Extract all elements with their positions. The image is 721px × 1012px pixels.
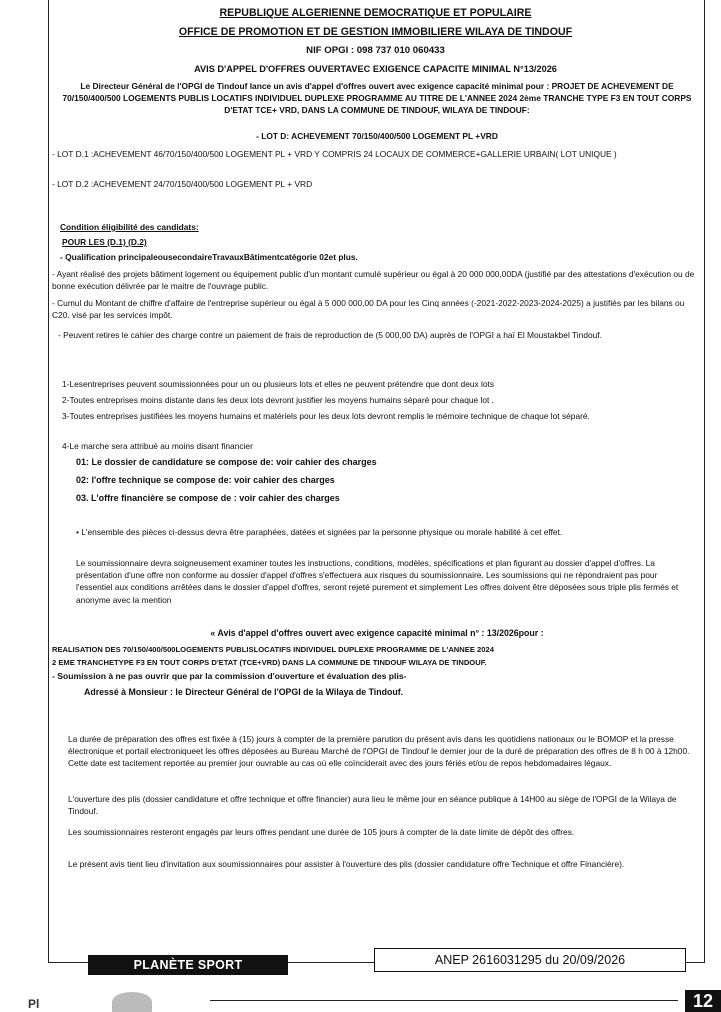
lot-d2: - LOT D.2 :ACHEVEMENT 24/70/150/400/500 LOGEMENT PL + VRD [52, 179, 313, 189]
paragraph-instructions: Le soumissionnaire devra soigneusement examiner toutes les instructions, conditions, modèles, spécifications et plan figurant au dossier d'appel d'offres. La présentation d'une offre non conforme au dossier d'appel d'offres s'effectuera aux risques du soumissionnaire. Les soumissions qui ne répondraient pas pour l'essentiel aux conditions arrêtées dans le dossier d'appel d'offres, seront rejeté purement et simplement Les offres doivent être déposées sous triple plis fermés et anonyme avec la mention [76, 558, 679, 605]
rule-3: 3-Toutes entreprises justifiées les moyens humains et matériels pour les deux lots devront remplis le mémoire technique de chaque lot séparé. [62, 411, 590, 421]
lot-d1: - LOT D.1 :ACHEVEMENT 46/70/150/400/500 LOGEMENT PL + VRD Y COMPRIS 24 LOCAUX DE COMMERCE+GALLERIE URBAIN( LOT UNIQUE ) [52, 149, 617, 159]
condition-title: Condition éligibilité des candidats: [60, 222, 199, 232]
final-duration: La durée de préparation des offres est fixée à (15) jours à compter de la première parution du présent avis dans les quotidiens nationaux ou le BOMOP et la presse électronique et portail electroniqueet les offres déposées au Bureau Marché de l'OPGI de Tindouf le dernier jour de la duré de préparation des offres de 8 h 00 à 12h00. Cette date est tacitement reportée au premier jour ouvrable au cas où elle coïnciderait avec des jours fériés et/ou de repos hebdomadaires légaux. [68, 734, 690, 769]
dossier-3: 03. L'offre financière se compose de : voir cahier des charges [76, 493, 340, 503]
condition-3: - Peuvent retires le cahier des charge contre un paiement de frais de reproduction de (5 000,00 DA) auprès de l'OPGI a haï El Moustakbel Tindouf. [58, 330, 602, 340]
bottom-rule [210, 1000, 678, 1001]
lot-d: - LOT D: ACHEVEMENT 70/150/400/500 LOGEMENT PL +VRD [256, 131, 498, 141]
pour-les: POUR LES (D.1) (D.2) [62, 237, 147, 247]
rule-2: 2-Toutes entreprises moins distante dans les deux lots devront justifier les moyens humains séparé pour chaque lot . [62, 395, 495, 405]
condition-2: - Cumul du Montant de chiffre d'affaire de l'entreprise supérieur ou égal à 5 000 000,00 DA pour les Cinq années (-2021-2022-2023-2024-2025) a justifiés par les bilans ou C20. visé par les services impôt. [52, 298, 685, 321]
rule-1: 1-Lesentreprises peuvent soumissionnées pour un ou plusieurs lots et elles ne peuvent prétendre que dont deux lots [62, 379, 495, 389]
final-engagement: Les soumissionnaires resteront engagés par leurs offres pendant une durée de 105 jours à compter de la date limite de dépôt des offres. [68, 827, 575, 837]
dossier-1: 01: Le dossier de candidature se compose de: voir cahier des charges [76, 457, 377, 467]
header-office: OFFICE DE PROMOTION ET DE GESTION IMMOBILIERE WILAYA DE TINDOUF [178, 26, 573, 38]
header-nif: NIF OPGI : 098 737 010 060433 [306, 45, 445, 56]
final-invitation: Le présent avis tient lieu d'invitation aux soumissionnaires pour assister à l'ouverture des plis (dossier candidature offre Technique et offre Financière). [68, 859, 625, 869]
mention-line-3: 2 EME TRANCHETYPE F3 EN TOUT CORPS D'ETAT (TCE+VRD) DANS LA COMMUNE DE TINDOUF WILAYA DE TINDOUF. [52, 658, 487, 667]
avis-title: AVIS D'APPEL D'OFFRES OUVERTAVEC EXIGENCE CAPACITE MINIMAL N°13/2026 [194, 64, 557, 74]
condition-1: - Ayant réalisé des projets bâtiment logement ou équipement public d'un montant cumulé supérieur ou égal à 20 000 000,00DA (justifié par des attestations d'exécution ou de bonne exécution délivrée par le maitre de l'ouvrage public. [52, 269, 695, 292]
paragraph-signature: • L'ensemble des pièces ci-dessus devra être paraphées, datées et signées par la personne physique ou morale habilité à cet effet. [76, 527, 563, 537]
logo-mark-icon [112, 992, 152, 1012]
newspaper-logo: Pl [28, 997, 40, 1011]
anep-reference: ANEP 2616031295 du 20/09/2026 [374, 948, 686, 972]
address-line: Adressé à Monsieur : le Directeur Général de l'OPGI de la Wilaya de Tindouf. [84, 687, 404, 697]
intro-paragraph: Le Directeur Général de l'OPGI de Tindouf lance un avis d'appel d'offres ouvert avec exigence capacité minimal pour : PROJET DE ACHEVEMENT DE 70/150/400/500 LOGEMENTS PUBLIS LOCATIFS INDIVIDUEL DUPLEXE PROGRAMME AU TITRE DE L'ANNEE 2024 2ème TRANCHE TYPE F3 EN TOUT CORPS D'ETAT TCE+ VRD, DANS LA COMMUNE DE TINDOUF, WILAYA DE TINDOUF: [62, 81, 692, 116]
page-number: 12 [685, 990, 721, 1012]
section-label: PLANÈTE SPORT [88, 955, 288, 975]
qualification: - Qualification principaleousecondaireTravauxBâtimentcatégorie 02et plus. [60, 252, 358, 262]
final-opening: L'ouverture des plis (dossier candidature et offre technique et offre financier) aura lieu le même jour en séance publique à 14H00 au siège de l'OPGI de la Wilaya de Tindouf. [68, 794, 677, 817]
mention-line-4: - Soumission à ne pas ouvrir que par la commission d'ouverture et évaluation des plis- [52, 671, 407, 681]
rule-4: 4-Le marche sera attribué au moins disant financier [62, 441, 253, 451]
mention-line-2: REALISATION DES 70/150/400/500LOGEMENTS PUBLISLOCATIFS INDIVIDUEL DUPLEXE PROGRAMME DE L'ANNEE 2024 [52, 645, 494, 654]
mention-line: « Avis d'appel d'offres ouvert avec exigence capacité minimal n° : 13/2026pour : [210, 628, 544, 638]
header-republic: REPUBLIQUE ALGERIENNE DEMOCRATIQUE ET POPULAIRE [219, 7, 532, 19]
dossier-2: 02: l'offre technique se compose de: voir cahier des charges [76, 475, 335, 485]
